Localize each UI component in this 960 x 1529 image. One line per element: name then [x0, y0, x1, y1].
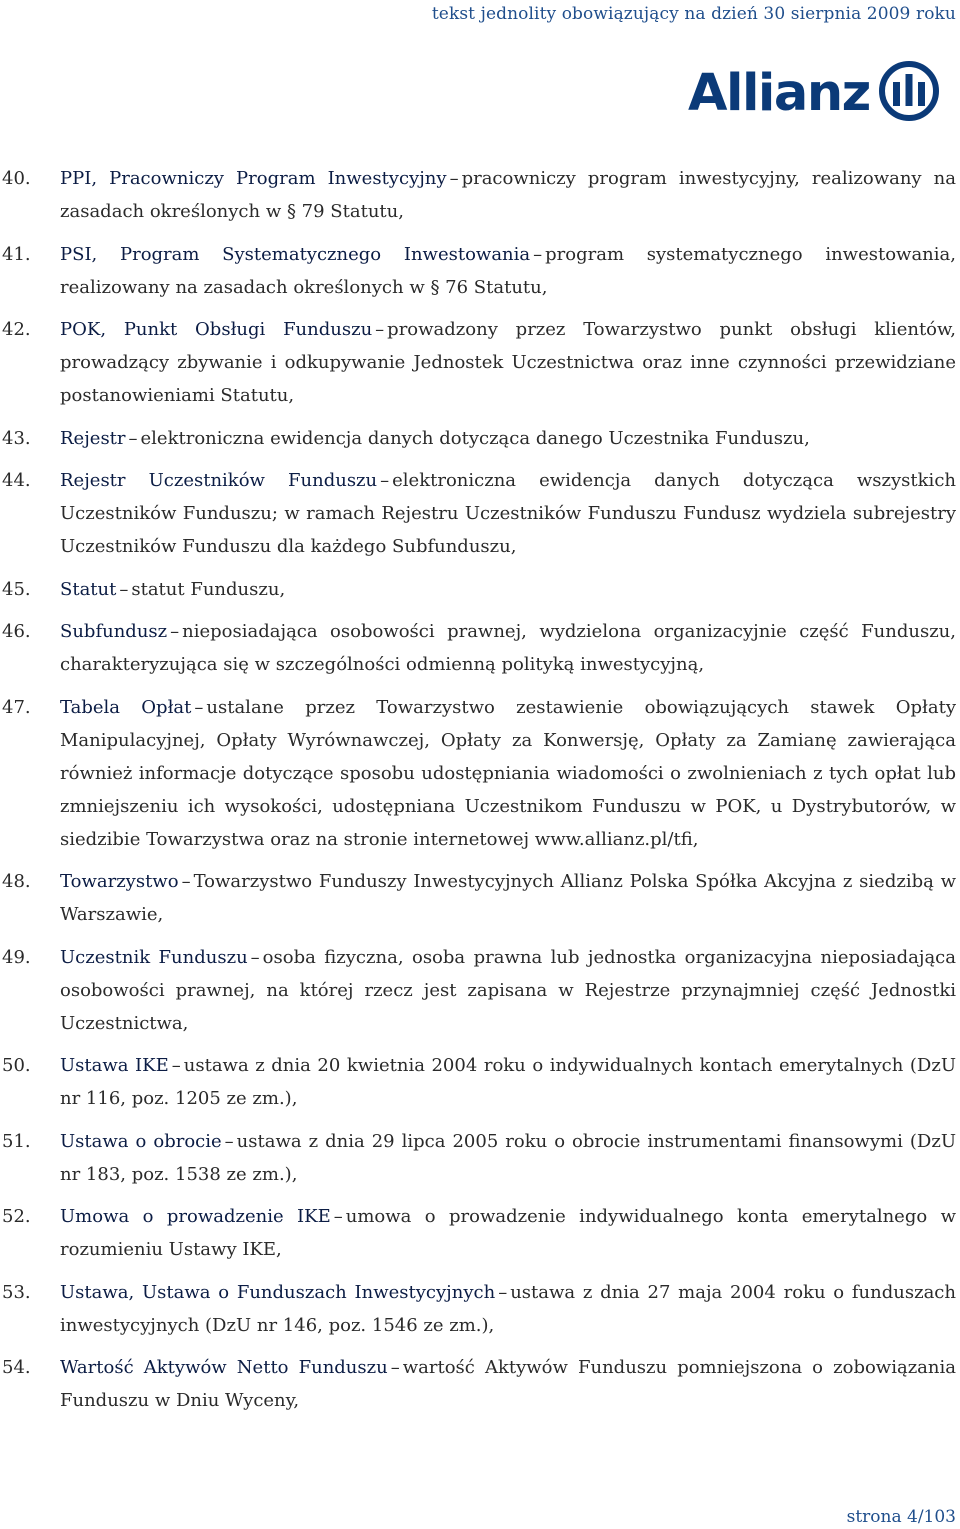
definition-number: 40.	[2, 168, 31, 189]
definition-term: Rejestr Uczestników Funduszu	[60, 470, 378, 491]
definition-text-block	[60, 691, 956, 856]
definition-number: 46.	[2, 621, 31, 642]
definition-number: 48.	[2, 871, 31, 892]
definition-body: Towarzystwo Funduszy Inwestycyjnych Allianz Polska Spółka Akcyjna z siedzibą w Warszawie,	[60, 871, 956, 925]
definition-dash: –	[375, 319, 385, 340]
logo-text: Allianz	[688, 63, 870, 123]
definition-dash: –	[333, 1206, 343, 1227]
definition-dash: –	[171, 1055, 181, 1076]
definition-dash: –	[380, 470, 390, 491]
definition-dash: –	[181, 871, 191, 892]
definition-item	[0, 865, 960, 931]
definition-term: Wartość Aktywów Netto Funduszu	[60, 1357, 388, 1378]
definition-body: osoba fizyczna, osoba prawna lub jednostka organizacyjna nieposiadająca osobowości prawnej, na której rzecz jest zapisana w Rejestrze przynajmniej część Jednostki Uczestnictwa,	[60, 946, 956, 1034]
definition-item	[0, 1276, 960, 1342]
definition-text-block	[60, 422, 956, 455]
definition-body: prowadzony przez Towarzystwo punkt obsługi klientów, prowadzący zbywanie i odkupywanie Jednostek Uczestnictwa oraz inne czynności przewidziane postanowieniami Statutu,	[60, 319, 957, 406]
definition-text-block	[60, 162, 956, 228]
definition-term: Towarzystwo	[60, 871, 179, 892]
definition-dash: –	[449, 168, 459, 189]
definition-number: 53.	[2, 1281, 31, 1303]
definition-number: 50.	[2, 1055, 31, 1076]
definition-text-block	[60, 615, 956, 681]
allianz-eagle-icon	[878, 60, 940, 126]
definition-item	[0, 1125, 960, 1191]
definition-body: ustalane przez Towarzystwo zestawienie obowiązujących stawek Opłaty Manipulacyjnej, Opłaty Wyrównawczej, Opłaty za Konwersję, Opłaty za Zamianę zawierająca również informacje dotyczące sposobu udostępniania wiadomości o zwolnieniach z tych opłat lub zmniejszeniu ich wysokości, udostępniana Uczestnikom Funduszu w POK, u Dystrybutorów, w siedzibie Towarzystwa oraz na stronie internetowej www.allianz.pl/tfi,	[60, 696, 956, 850]
definition-number: 41.	[2, 243, 31, 265]
definition-text-block	[60, 464, 956, 563]
definition-dash: –	[498, 1281, 508, 1303]
definition-body: pracowniczy program inwestycyjny, realizowany na zasadach określonych w § 79 Statutu,	[60, 168, 956, 222]
definition-text-block	[60, 1049, 956, 1115]
definition-item	[0, 238, 960, 304]
definition-text-block	[60, 1276, 956, 1342]
definition-item	[0, 1351, 960, 1417]
definition-term: POK, Punkt Obsługi Funduszu	[60, 319, 373, 340]
definition-text-block	[60, 1351, 956, 1417]
definition-number: 44.	[2, 470, 31, 491]
definition-term: Uczestnik Funduszu	[60, 946, 248, 968]
definition-item	[0, 464, 960, 563]
definition-dash: –	[170, 621, 180, 642]
definition-number: 45.	[2, 578, 31, 600]
definition-term: Ustawa IKE	[60, 1055, 169, 1076]
definition-item	[0, 941, 960, 1040]
allianz-logo	[688, 58, 948, 128]
definition-text-block	[60, 313, 956, 412]
definition-term: Statut	[60, 578, 117, 600]
definition-item	[0, 422, 960, 455]
definition-body: statut Funduszu,	[131, 578, 286, 600]
definition-item	[0, 691, 960, 856]
definition-body: ustawa z dnia 27 maja 2004 roku o funduszach inwestycyjnych (DzU nr 146, poz. 1546 ze zm.),	[60, 1281, 956, 1336]
page-number: strona 4/103	[846, 1507, 956, 1527]
definition-body: nieposiadająca osobowości prawnej, wydzielona organizacyjnie część Funduszu, charakteryzująca się w szczególności odmienną polityką inwestycyjną,	[60, 621, 956, 675]
definition-term: Ustawa, Ustawa o Funduszach Inwestycyjnych	[60, 1281, 496, 1303]
definition-term: Umowa o prowadzenie IKE	[60, 1206, 331, 1227]
definition-term: PPI, Pracowniczy Program Inwestycyjny	[60, 168, 447, 189]
definition-text-block	[60, 865, 956, 931]
definition-text-block	[60, 238, 956, 304]
definition-item	[0, 573, 960, 606]
definition-text-block	[60, 1125, 956, 1191]
definition-body: ustawa z dnia 20 kwietnia 2004 roku o indywidualnych kontach emerytalnych (DzU nr 116, poz. 1205 ze zm.),	[60, 1055, 956, 1109]
definition-item	[0, 313, 960, 412]
definition-text-block	[60, 1200, 956, 1266]
definition-dash: –	[250, 946, 260, 968]
definition-body: program systematycznego inwestowania, realizowany na zasadach określonych w § 76 Statutu,	[60, 243, 956, 298]
definition-term: Subfundusz	[60, 621, 168, 642]
definition-body: umowa o prowadzenie indywidualnego konta emerytalnego w rozumieniu Ustawy IKE,	[60, 1206, 956, 1260]
definition-dash: –	[119, 578, 129, 600]
definition-item	[0, 1049, 960, 1115]
definition-text-block	[60, 941, 956, 1040]
definition-number: 49.	[2, 946, 31, 968]
definition-text-block	[60, 573, 956, 606]
definition-dash: –	[128, 427, 138, 449]
definition-term: Rejestr	[60, 427, 126, 449]
definition-body: ustawa z dnia 29 lipca 2005 roku o obrocie instrumentami finansowymi (DzU nr 183, poz. 1538 ze zm.),	[60, 1130, 956, 1185]
definition-dash: –	[224, 1130, 234, 1152]
definition-number: 54.	[2, 1357, 31, 1378]
definition-item	[0, 1200, 960, 1266]
definition-item	[0, 162, 960, 228]
definition-item	[0, 615, 960, 681]
definition-term: Tabela Opłat	[60, 696, 192, 718]
definition-body: elektroniczna ewidencja danych dotycząca danego Uczestnika Funduszu,	[140, 427, 810, 449]
definition-body: elektroniczna ewidencja danych dotycząca wszystkich Uczestników Funduszu; w ramach Rejestru Uczestników Funduszu Fundusz wydziela subrejestry Uczestników Funduszu dla każdego Subfunduszu,	[60, 470, 956, 557]
definition-term: Ustawa o obrocie	[60, 1130, 222, 1152]
header-note: tekst jednolity obowiązujący na dzień 30 sierpnia 2009 roku	[431, 4, 956, 24]
definitions-list	[0, 162, 960, 1427]
definition-number: 52.	[2, 1206, 31, 1227]
definition-term: PSI, Program Systematycznego Inwestowania	[60, 243, 531, 265]
definition-number: 47.	[2, 696, 31, 718]
definition-number: 43.	[2, 427, 31, 449]
definition-number: 51.	[2, 1130, 31, 1152]
definition-number: 42.	[2, 319, 31, 340]
definition-dash: –	[194, 696, 204, 718]
definition-body: wartość Aktywów Funduszu pomniejszona o zobowiązania Funduszu w Dniu Wyceny,	[60, 1357, 956, 1411]
definition-dash: –	[533, 243, 543, 265]
definition-dash: –	[390, 1357, 400, 1378]
